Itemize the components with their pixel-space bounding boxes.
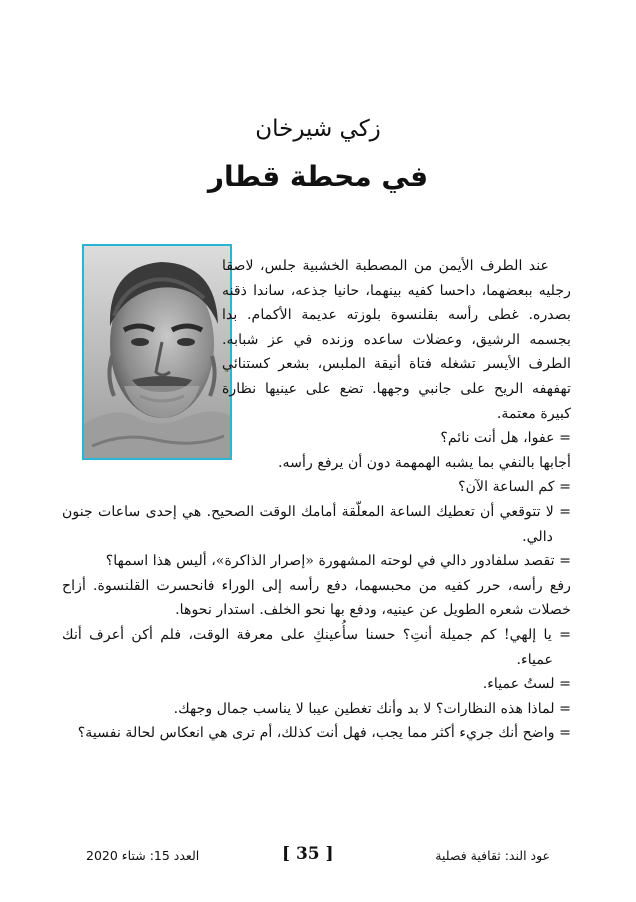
dialog-line: = عفوا، هل أنت نائم؟ <box>440 430 571 447</box>
dialog-line: = لستُ عمياء. <box>482 676 571 693</box>
dialog-line: = كم الساعة الآن؟ <box>458 479 571 496</box>
issue-info: العدد 15: شتاء 2020 <box>86 848 200 863</box>
page-footer <box>86 846 550 868</box>
photo-spacer <box>62 254 222 444</box>
paragraph: أجابها بالنفي بما يشبه الهمهمة دون أن يرفع رأسه. <box>278 454 571 471</box>
page-number: [ 35 ] <box>282 844 334 864</box>
dialog-line: = تقصد سلفادور دالي في لوحته المشهورة «إصرار الذاكرة»، أليس هذا اسمها؟ <box>105 553 571 570</box>
paragraph: عند الطرف الأيمن من المصطبة الخشبية جلس، لاصقا رجليه ببعضهما، داحسا كفيه بينهما، حانيا جذعه، ساندا ذقنه بصدره. غطى رأسه بقلنسوة بلوزته عديمة الأكمام. بدا بجسمه الرشيق، وعضلات ساعده وزنده في عز شبابه. الطرف الأيسر تشغله فتاة أنيقة الملبس، بشعر كستنائي تهفهفه الريح على جانبي وجهها. تضع على عينيها نظارة كبيرة معتمة. <box>222 258 571 422</box>
author-name: زكي شيرخان <box>255 116 381 142</box>
dialog-line: = لا تتوقعي أن تعطيك الساعة المعلّقة أمامك الوقت الصحيح. هي إحدى ساعات جنون دالي. <box>62 503 571 545</box>
paragraph: رفع رأسه، حرر كفيه من محبسهما، دفع رأسه إلى الوراء فانحسرت القلنسوة. أزاح خصلات شعره الطويل عن عينيه، ودفع بها نحو الخلف. استدار نحوها. <box>62 577 571 619</box>
dialog-line: = لماذا هذه النظارات؟ لا بد وأنك تغطين عيبا لا يناسب جمال وجهك. <box>173 700 571 717</box>
story-text <box>62 254 571 746</box>
journal-name: عود الند: ثقافية فصلية <box>435 848 550 863</box>
story-title: في محطة قطار <box>207 160 429 193</box>
dialog-line: = واضح أنك جريء أكثر مما يجب، فهل أنت كذلك، أم ترى هي انعكاس لحالة نفسية؟ <box>77 725 571 742</box>
dialog-line: = يا إلهي! كم جميلة أنتِ؟ حسنا سأُعينكِ على معرفة الوقت، فلم أكن أعرف أنك عمياء. <box>62 626 571 668</box>
